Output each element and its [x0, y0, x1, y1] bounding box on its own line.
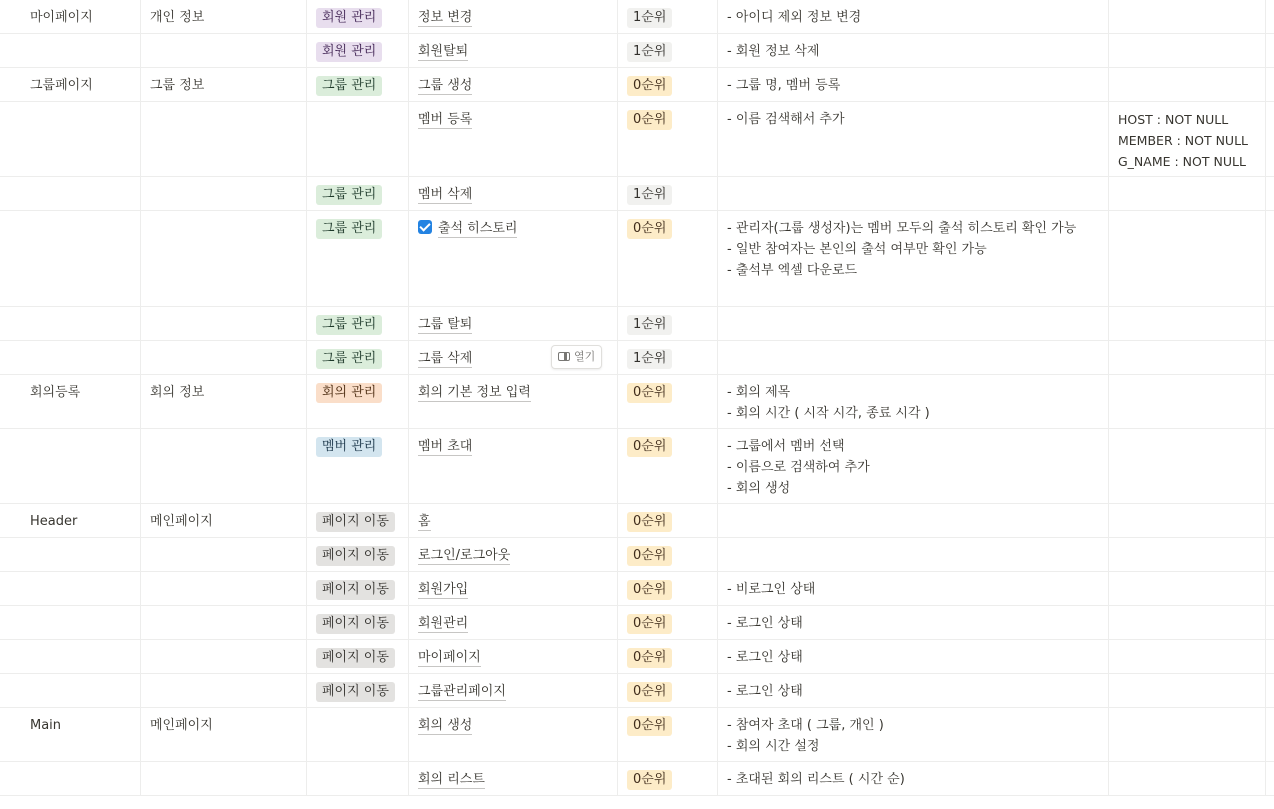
page-cell[interactable]	[0, 708, 141, 761]
description-cell[interactable]	[718, 640, 1109, 673]
extra-cell	[1266, 762, 1274, 795]
table-row[interactable]	[0, 606, 1274, 640]
table-row[interactable]	[0, 708, 1274, 762]
page-cell[interactable]	[0, 538, 141, 571]
priority-tag: 0순위	[627, 512, 672, 532]
priority-cell[interactable]	[618, 341, 718, 374]
page-cell[interactable]	[0, 177, 141, 210]
feature-title-link[interactable]: 멤버 등록	[418, 112, 473, 127]
description-line: - 이름으로 검색하여 추가	[727, 460, 870, 475]
priority-cell[interactable]	[618, 504, 718, 537]
feature-title-link[interactable]: 로그인/로그아웃	[418, 548, 511, 563]
description-line: - 참여자 초대 ( 그룹, 개인 )	[727, 718, 884, 733]
extra-cell	[1266, 68, 1274, 101]
feature-title-cell[interactable]	[409, 307, 618, 340]
description-line: - 로그인 상태	[727, 616, 803, 631]
description-cell[interactable]	[718, 674, 1109, 707]
description-line: - 관리자(그룹 생성자)는 멤버 모두의 출석 히스토리 확인 가능	[727, 221, 1077, 236]
section-cell[interactable]	[141, 68, 307, 101]
description-line: - 그룹에서 멤버 선택	[727, 439, 845, 454]
extra-cell	[1266, 538, 1274, 571]
table-row[interactable]	[0, 762, 1274, 796]
priority-tag: 1순위	[627, 349, 672, 369]
description-line: - 일반 참여자는 본인의 출석 여부만 확인 가능	[727, 242, 987, 257]
category-tag: 회원 관리	[316, 8, 382, 28]
feature-title-link[interactable]: 멤버 삭제	[418, 187, 473, 202]
table-row[interactable]	[0, 429, 1274, 504]
page-cell[interactable]	[0, 102, 141, 176]
category-tag: 회원 관리	[316, 42, 382, 62]
category-cell[interactable]	[307, 177, 409, 210]
priority-cell[interactable]	[618, 211, 718, 306]
page-cell[interactable]	[0, 640, 141, 673]
page-cell[interactable]	[0, 606, 141, 639]
page-name: 마이페이지	[30, 10, 93, 25]
table-row[interactable]	[0, 538, 1274, 572]
note-cell[interactable]	[1109, 762, 1266, 795]
feature-title-cell[interactable]	[409, 341, 618, 374]
extra-cell	[1266, 341, 1274, 374]
priority-tag: 0순위	[627, 76, 672, 96]
page-cell[interactable]	[0, 572, 141, 605]
section-name: 개인 정보	[150, 10, 205, 25]
table-row[interactable]	[0, 34, 1274, 68]
category-tag: 그룹 관리	[316, 349, 382, 369]
feature-title-cell[interactable]	[409, 606, 618, 639]
description-cell[interactable]	[718, 606, 1109, 639]
extra-cell	[1266, 307, 1274, 340]
page-name: Header	[30, 514, 78, 529]
description-line: - 초대된 회의 리스트 ( 시간 순)	[727, 772, 905, 787]
section-cell[interactable]	[141, 341, 307, 374]
category-cell[interactable]	[307, 708, 409, 761]
feature-title-cell[interactable]	[409, 640, 618, 673]
table-row[interactable]	[0, 211, 1274, 307]
priority-tag: 1순위	[627, 42, 672, 62]
page-cell[interactable]	[0, 674, 141, 707]
table-row[interactable]	[0, 674, 1274, 708]
note-cell[interactable]	[1109, 307, 1266, 340]
table-row[interactable]	[0, 341, 1274, 375]
category-cell[interactable]	[307, 34, 409, 67]
note-cell[interactable]	[1109, 429, 1266, 503]
priority-cell[interactable]	[618, 102, 718, 176]
extra-cell	[1266, 211, 1274, 306]
note-cell[interactable]	[1109, 211, 1266, 306]
feature-title-cell[interactable]	[409, 211, 618, 306]
category-tag: 페이지 이동	[316, 614, 395, 634]
description-line: - 회의 제목	[727, 385, 791, 400]
note-line: G_NAME : NOT NULL	[1118, 154, 1246, 169]
description-cell[interactable]	[718, 572, 1109, 605]
description-line: - 이름 검색해서 추가	[727, 112, 845, 127]
feature-title-link[interactable]: 출석 히스토리	[438, 221, 518, 236]
table-row[interactable]	[0, 0, 1274, 34]
section-cell[interactable]	[141, 211, 307, 306]
feature-title-cell[interactable]	[409, 34, 618, 67]
open-page-button[interactable]	[551, 345, 602, 369]
priority-cell[interactable]	[618, 177, 718, 210]
feature-title-cell[interactable]	[409, 429, 618, 503]
page-cell[interactable]	[0, 762, 141, 795]
note-cell[interactable]	[1109, 34, 1266, 67]
note-cell[interactable]	[1109, 504, 1266, 537]
category-cell[interactable]	[307, 640, 409, 673]
description-cell[interactable]	[718, 504, 1109, 537]
page-cell[interactable]	[0, 34, 141, 67]
category-cell[interactable]	[307, 341, 409, 374]
priority-tag: 0순위	[627, 110, 672, 130]
checkbox-checked-icon[interactable]	[418, 220, 432, 234]
category-cell[interactable]	[307, 504, 409, 537]
extra-cell	[1266, 375, 1274, 428]
feature-title-cell[interactable]	[409, 0, 618, 33]
section-cell[interactable]	[141, 177, 307, 210]
priority-tag: 0순위	[627, 770, 672, 790]
category-cell[interactable]	[307, 102, 409, 176]
feature-title-link[interactable]: 회의 기본 정보 입력	[418, 385, 531, 400]
priority-tag: 0순위	[627, 546, 672, 566]
extra-cell	[1266, 504, 1274, 537]
extra-cell	[1266, 0, 1274, 33]
note-cell[interactable]	[1109, 341, 1266, 374]
description-line: - 로그인 상태	[727, 650, 803, 665]
extra-cell	[1266, 34, 1274, 67]
category-tag: 멤버 관리	[316, 437, 382, 457]
section-name: 메인페이지	[150, 718, 213, 733]
description-cell[interactable]	[718, 762, 1109, 795]
section-cell[interactable]	[141, 375, 307, 428]
note-cell[interactable]	[1109, 102, 1266, 176]
category-tag: 그룹 관리	[316, 76, 382, 96]
category-tag: 페이지 이동	[316, 648, 395, 668]
feature-title-cell[interactable]	[409, 102, 618, 176]
feature-title-link[interactable]: 멤버 초대	[418, 439, 473, 454]
category-tag: 페이지 이동	[316, 512, 395, 532]
description-cell[interactable]	[718, 538, 1109, 571]
page-cell[interactable]	[0, 375, 141, 428]
feature-title-link[interactable]: 그룹관리페이지	[418, 684, 506, 699]
category-tag: 페이지 이동	[316, 682, 395, 702]
feature-title-cell[interactable]	[409, 177, 618, 210]
section-cell[interactable]	[141, 34, 307, 67]
priority-tag: 0순위	[627, 219, 672, 239]
page-name: 그룹페이지	[30, 78, 93, 93]
description-cell[interactable]	[718, 307, 1109, 340]
extra-cell	[1266, 177, 1274, 210]
feature-title-link[interactable]: 정보 변경	[418, 10, 473, 25]
table-row[interactable]	[0, 504, 1274, 538]
description-line: - 그룹 명, 멤버 등록	[727, 78, 841, 93]
priority-tag: 0순위	[627, 437, 672, 457]
description-line: - 회의 시간 ( 시작 시각, 종료 시각 )	[727, 406, 930, 421]
priority-tag: 1순위	[627, 185, 672, 205]
feature-title-link[interactable]: 마이페이지	[418, 650, 481, 665]
table-row[interactable]	[0, 68, 1274, 102]
feature-title-cell[interactable]	[409, 68, 618, 101]
section-cell[interactable]	[141, 102, 307, 176]
page-cell[interactable]	[0, 307, 141, 340]
feature-title-cell[interactable]	[409, 504, 618, 537]
section-cell[interactable]	[141, 0, 307, 33]
note-cell[interactable]	[1109, 640, 1266, 673]
note-cell[interactable]	[1109, 538, 1266, 571]
priority-cell[interactable]	[618, 674, 718, 707]
priority-tag: 0순위	[627, 580, 672, 600]
note-line: HOST : NOT NULL	[1118, 112, 1229, 127]
priority-cell[interactable]	[618, 307, 718, 340]
priority-cell[interactable]	[618, 762, 718, 795]
description-line: - 로그인 상태	[727, 684, 803, 699]
category-cell[interactable]	[307, 674, 409, 707]
note-cell[interactable]	[1109, 375, 1266, 428]
category-cell[interactable]	[307, 606, 409, 639]
description-cell[interactable]	[718, 102, 1109, 176]
note-cell[interactable]	[1109, 68, 1266, 101]
category-cell[interactable]	[307, 0, 409, 33]
table-row[interactable]	[0, 102, 1274, 177]
section-cell[interactable]	[141, 674, 307, 707]
extra-cell	[1266, 640, 1274, 673]
page-cell[interactable]	[0, 0, 141, 33]
note-cell[interactable]	[1109, 572, 1266, 605]
priority-cell[interactable]	[618, 606, 718, 639]
page-cell[interactable]	[0, 68, 141, 101]
description-line: - 출석부 엑셀 다운로드	[727, 263, 858, 278]
priority-cell[interactable]	[618, 429, 718, 503]
category-cell[interactable]	[307, 68, 409, 101]
page-name: Main	[30, 718, 62, 733]
category-cell[interactable]	[307, 307, 409, 340]
section-name: 그룹 정보	[150, 78, 205, 93]
feature-title-link[interactable]: 회원탈퇴	[418, 44, 469, 59]
open-button-label: 열기	[574, 350, 596, 363]
feature-title-link[interactable]: 회원가입	[418, 582, 469, 597]
description-line: - 아이디 제외 정보 변경	[727, 10, 862, 25]
table-row[interactable]	[0, 572, 1274, 606]
category-tag: 그룹 관리	[316, 315, 382, 335]
description-cell[interactable]	[718, 211, 1109, 306]
side-peek-icon	[558, 352, 570, 361]
feature-title-link[interactable]: 그룹 탈퇴	[418, 317, 473, 332]
description-line: - 회의 시간 설정	[727, 739, 820, 754]
priority-cell[interactable]	[618, 708, 718, 761]
priority-cell[interactable]	[618, 538, 718, 571]
category-tag: 페이지 이동	[316, 580, 395, 600]
priority-tag: 0순위	[627, 716, 672, 736]
category-cell[interactable]	[307, 538, 409, 571]
section-cell[interactable]	[141, 572, 307, 605]
priority-tag: 0순위	[627, 648, 672, 668]
priority-cell[interactable]	[618, 68, 718, 101]
description-cell[interactable]	[718, 375, 1109, 428]
category-tag: 회의 관리	[316, 383, 382, 403]
page-cell[interactable]	[0, 504, 141, 537]
table-row[interactable]	[0, 307, 1274, 341]
extra-cell	[1266, 102, 1274, 176]
section-cell[interactable]	[141, 538, 307, 571]
feature-title-cell[interactable]	[409, 762, 618, 795]
priority-cell[interactable]	[618, 0, 718, 33]
feature-title-cell[interactable]	[409, 674, 618, 707]
note-cell[interactable]	[1109, 177, 1266, 210]
description-cell[interactable]	[718, 34, 1109, 67]
extra-cell	[1266, 606, 1274, 639]
section-cell[interactable]	[141, 504, 307, 537]
description-cell[interactable]	[718, 429, 1109, 503]
table-row[interactable]	[0, 177, 1274, 211]
feature-title-link[interactable]: 그룹 생성	[418, 78, 473, 93]
category-tag: 페이지 이동	[316, 546, 395, 566]
page-cell[interactable]	[0, 429, 141, 503]
feature-title-cell[interactable]	[409, 572, 618, 605]
category-cell[interactable]	[307, 211, 409, 306]
section-cell[interactable]	[141, 429, 307, 503]
feature-title-link[interactable]: 회의 리스트	[418, 772, 485, 787]
category-cell[interactable]	[307, 572, 409, 605]
section-cell[interactable]	[141, 640, 307, 673]
priority-cell[interactable]	[618, 34, 718, 67]
category-tag: 그룹 관리	[316, 219, 382, 239]
priority-tag: 0순위	[627, 383, 672, 403]
extra-cell	[1266, 708, 1274, 761]
extra-cell	[1266, 572, 1274, 605]
feature-title-link[interactable]: 홈	[418, 514, 431, 529]
category-tag: 그룹 관리	[316, 185, 382, 205]
section-name: 메인페이지	[150, 514, 213, 529]
section-cell[interactable]	[141, 606, 307, 639]
priority-cell[interactable]	[618, 572, 718, 605]
note-cell[interactable]	[1109, 674, 1266, 707]
category-cell[interactable]	[307, 375, 409, 428]
section-cell[interactable]	[141, 762, 307, 795]
description-cell[interactable]	[718, 341, 1109, 374]
feature-title-cell[interactable]	[409, 708, 618, 761]
note-cell[interactable]	[1109, 0, 1266, 33]
feature-title-cell[interactable]	[409, 375, 618, 428]
feature-title-link[interactable]: 회의 생성	[418, 718, 473, 733]
extra-cell	[1266, 429, 1274, 503]
description-cell[interactable]	[718, 68, 1109, 101]
description-cell[interactable]	[718, 0, 1109, 33]
description-line: - 회의 생성	[727, 481, 791, 496]
table-row[interactable]	[0, 375, 1274, 429]
description-cell[interactable]	[718, 708, 1109, 761]
feature-title-link[interactable]: 회원관리	[418, 616, 469, 631]
priority-cell[interactable]	[618, 375, 718, 428]
section-name: 회의 정보	[150, 385, 205, 400]
feature-title-link[interactable]: 그룹 삭제	[418, 351, 473, 366]
extra-cell	[1266, 674, 1274, 707]
description-line: - 회원 정보 삭제	[727, 44, 820, 59]
priority-tag: 1순위	[627, 315, 672, 335]
page-name: 회의등록	[30, 385, 81, 400]
section-cell[interactable]	[141, 708, 307, 761]
description-cell[interactable]	[718, 177, 1109, 210]
priority-cell[interactable]	[618, 640, 718, 673]
description-line: - 비로그인 상태	[727, 582, 816, 597]
feature-title-cell[interactable]	[409, 538, 618, 571]
priority-tag: 0순위	[627, 682, 672, 702]
page-cell[interactable]	[0, 341, 141, 374]
note-cell[interactable]	[1109, 606, 1266, 639]
table-row[interactable]	[0, 640, 1274, 674]
page-cell[interactable]	[0, 211, 141, 306]
priority-tag: 1순위	[627, 8, 672, 28]
note-cell[interactable]	[1109, 708, 1266, 761]
priority-tag: 0순위	[627, 614, 672, 634]
section-cell[interactable]	[141, 307, 307, 340]
category-cell[interactable]	[307, 762, 409, 795]
category-cell[interactable]	[307, 429, 409, 503]
note-line: MEMBER : NOT NULL	[1118, 133, 1249, 148]
